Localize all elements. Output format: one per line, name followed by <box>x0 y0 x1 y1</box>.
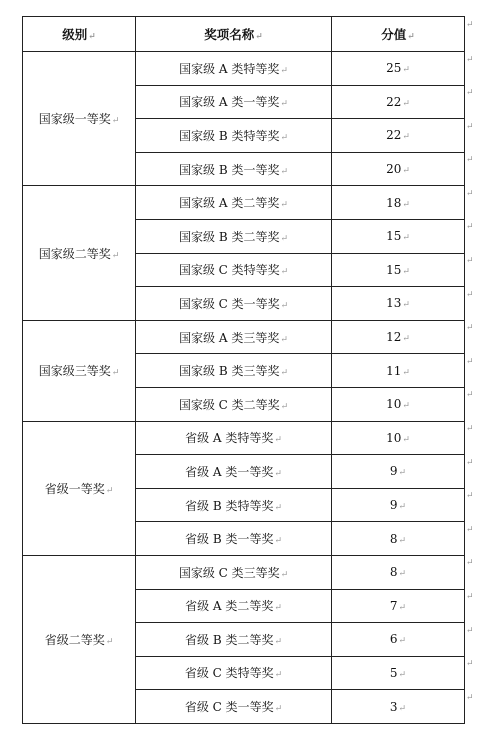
row-end-mark: ↵ <box>466 289 474 300</box>
score-cell: 11↵ <box>332 354 465 388</box>
award-score-table <box>22 16 465 724</box>
row-end-mark: ↵ <box>466 121 474 132</box>
award-name-cell: 国家级 A 类一等奖↵ <box>136 85 332 119</box>
row-end-mark: ↵ <box>466 19 474 30</box>
header-score: 分值↵ <box>332 17 465 52</box>
award-name-cell: 国家级 C 类二等奖↵ <box>136 387 332 421</box>
row-end-mark: ↵ <box>466 592 474 602</box>
award-name-cell: 国家级 B 类一等奖↵ <box>136 152 332 186</box>
award-name-cell: 省级 B 类一等奖↵ <box>136 522 332 556</box>
score-cell: 15↵ <box>332 253 465 287</box>
row-end-mark: ↵ <box>466 491 474 502</box>
row-end-mark: ↵ <box>466 424 474 435</box>
level-cell: 国家级二等奖↵ <box>23 186 136 320</box>
level-cell: 国家级三等奖↵ <box>23 320 136 421</box>
score-cell: 10↵ <box>332 421 465 455</box>
score-cell: 18↵ <box>332 186 465 220</box>
table-row <box>23 186 465 220</box>
level-cell: 省级二等奖↵ <box>23 555 136 723</box>
score-cell: 15↵ <box>332 219 465 253</box>
row-end-mark: ↵ <box>466 88 474 99</box>
score-cell: 20↵ <box>332 152 465 186</box>
score-cell: 7↵ <box>332 589 465 623</box>
award-name-cell: 省级 A 类特等奖↵ <box>136 421 332 455</box>
header-level: 级别↵ <box>23 17 136 52</box>
score-cell: 22↵ <box>332 85 465 119</box>
row-end-mark: ↵ <box>466 659 474 670</box>
level-cell: 国家级一等奖↵ <box>23 52 136 186</box>
row-end-mark: ↵ <box>466 222 474 233</box>
score-cell: 9↵ <box>332 455 465 489</box>
award-name-cell: 省级 C 类一等奖↵ <box>136 690 332 724</box>
row-end-mark: ↵ <box>466 54 474 65</box>
row-end-mark: ↵ <box>466 256 474 267</box>
row-end-mark: ↵ <box>466 558 474 569</box>
award-name-cell: 国家级 A 类特等奖↵ <box>136 52 332 86</box>
header-row <box>23 17 465 52</box>
award-name-cell: 国家级 B 类特等奖↵ <box>136 119 332 153</box>
table-row <box>23 52 465 86</box>
award-name-cell: 国家级 C 类特等奖↵ <box>136 253 332 287</box>
award-name-cell: 省级 C 类特等奖↵ <box>136 656 332 690</box>
header-award-name: 奖项名称↵ <box>136 17 332 52</box>
award-name-cell: 国家级 B 类三等奖↵ <box>136 354 332 388</box>
score-cell: 10↵ <box>332 387 465 421</box>
award-name-cell: 省级 A 类二等奖↵ <box>136 589 332 623</box>
score-cell: 8↵ <box>332 555 465 589</box>
award-name-cell: 省级 B 类二等奖↵ <box>136 623 332 657</box>
score-cell: 6↵ <box>332 623 465 657</box>
score-cell: 25↵ <box>332 52 465 86</box>
row-end-mark: ↵ <box>466 356 474 367</box>
score-cell: 22↵ <box>332 119 465 153</box>
row-end-mark: ↵ <box>466 323 474 334</box>
row-end-mark: ↵ <box>466 524 474 535</box>
award-name-cell: 国家级 A 类二等奖↵ <box>136 186 332 220</box>
award-name-cell: 国家级 A 类三等奖↵ <box>136 320 332 354</box>
award-name-cell: 国家级 C 类一等奖↵ <box>136 287 332 321</box>
row-end-mark: ↵ <box>466 155 474 166</box>
row-end-mark: ↵ <box>466 390 474 401</box>
score-cell: 12↵ <box>332 320 465 354</box>
row-end-mark: ↵ <box>466 692 474 703</box>
row-end-mark: ↵ <box>466 625 474 636</box>
level-cell: 省级一等奖↵ <box>23 421 136 555</box>
award-name-cell: 省级 B 类特等奖↵ <box>136 488 332 522</box>
score-cell: 8↵ <box>332 522 465 556</box>
table-row <box>23 320 465 354</box>
table-row <box>23 421 465 455</box>
award-name-cell: 省级 A 类一等奖↵ <box>136 455 332 489</box>
score-cell: 5↵ <box>332 656 465 690</box>
row-end-mark: ↵ <box>466 457 474 468</box>
table-row <box>23 555 465 589</box>
award-name-cell: 国家级 B 类二等奖↵ <box>136 219 332 253</box>
score-cell: 3↵ <box>332 690 465 724</box>
award-name-cell: 国家级 C 类三等奖↵ <box>136 555 332 589</box>
score-cell: 13↵ <box>332 287 465 321</box>
row-end-mark: ↵ <box>466 188 474 199</box>
score-cell: 9↵ <box>332 488 465 522</box>
